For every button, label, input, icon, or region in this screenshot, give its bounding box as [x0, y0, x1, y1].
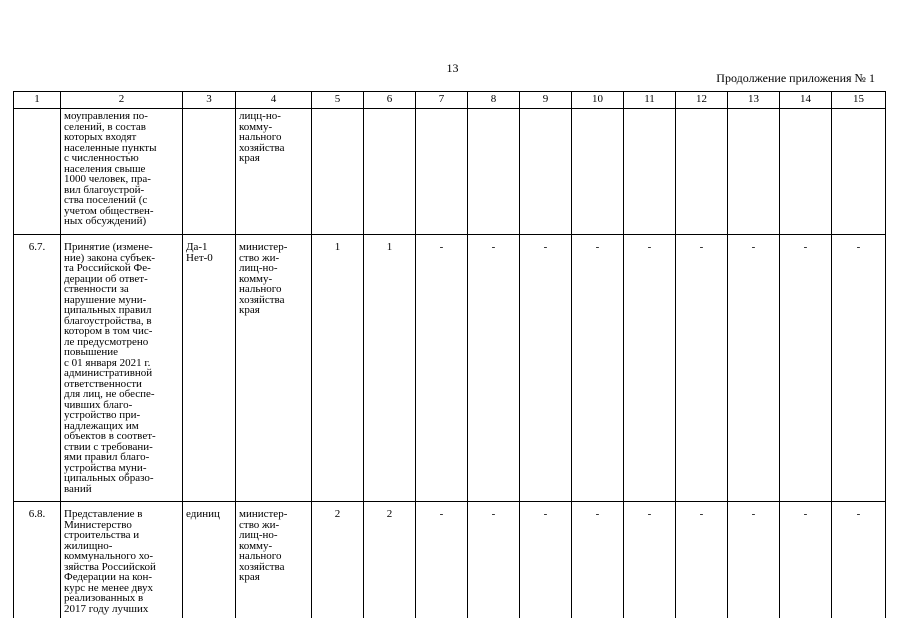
row-value: - — [416, 502, 468, 619]
table-row — [14, 502, 886, 619]
row-unit: единиц — [183, 502, 236, 619]
page-number: 13 — [446, 61, 459, 75]
row-value — [624, 109, 676, 235]
row-value: - — [728, 502, 780, 619]
row-responsible: лицц-но- комму- нального хозяйства края — [236, 109, 312, 235]
row-number: 6.8. — [14, 502, 61, 619]
row-value: 1 — [312, 235, 364, 502]
column-header: 14 — [780, 92, 832, 109]
row-value — [520, 109, 572, 235]
column-header: 12 — [676, 92, 728, 109]
row-value: - — [676, 502, 728, 619]
column-header: 13 — [728, 92, 780, 109]
column-header: 4 — [236, 92, 312, 109]
row-number: 6.7. — [14, 235, 61, 502]
row-value: - — [676, 235, 728, 502]
column-header: 7 — [416, 92, 468, 109]
header-row — [14, 92, 886, 109]
row-value: 1 — [364, 235, 416, 502]
column-header: 3 — [183, 92, 236, 109]
row-responsible: министер- ство жи- лищ-но- комму- нального хозяйства края — [236, 235, 312, 502]
row-value — [468, 109, 520, 235]
row-value: - — [572, 235, 624, 502]
row-name: Представление в Министерство строительства и жилищно- коммунального хо- зяйства Российской Федерации на кон- курс не менее двух реализованных в 2017 году лучших — [61, 502, 183, 619]
table-row — [14, 235, 886, 502]
row-value — [832, 109, 886, 235]
row-value — [728, 109, 780, 235]
row-number — [14, 109, 61, 235]
row-value — [780, 109, 832, 235]
column-header: 2 — [61, 92, 183, 109]
row-unit: Да-1 Нет-0 — [183, 235, 236, 502]
column-header: 5 — [312, 92, 364, 109]
column-header: 11 — [624, 92, 676, 109]
row-value: - — [416, 235, 468, 502]
row-value: - — [468, 502, 520, 619]
row-value — [572, 109, 624, 235]
row-value: 2 — [364, 502, 416, 619]
column-header: 15 — [832, 92, 886, 109]
row-value: - — [780, 502, 832, 619]
row-name: Принятие (измене- ние) закона субъек- та Российской Фе- дерации об ответ- ственности за нарушение муни- ципальных правил благоустройства, в котором в том чис- ле предусмотрено повышение с 01 января 2021 г. административной ответственности для лиц, не обеспе- чивших благо- устройство при- надлежащих им объектов в соответ- ствии с требовани- ями правил благо- устройства муни- ципальных образо- ваний — [61, 235, 183, 502]
column-header: 10 — [572, 92, 624, 109]
row-value: - — [468, 235, 520, 502]
continuation-note: Продолжение приложения № 1 — [716, 71, 875, 85]
row-value: - — [832, 502, 886, 619]
row-name: моуправления по- селений, в состав которых входят населенные пункты с численностью населения свыше 1000 человек, пра- вил благоустрой- ства поселений (с учетом обществен- ных обсуждений) — [61, 109, 183, 235]
column-header: 6 — [364, 92, 416, 109]
row-value: - — [728, 235, 780, 502]
row-value — [312, 109, 364, 235]
row-responsible: министер- ство жи- лищ-но- комму- нального хозяйства края — [236, 502, 312, 619]
column-header: 8 — [468, 92, 520, 109]
row-value: - — [832, 235, 886, 502]
column-header: 1 — [14, 92, 61, 109]
row-value: - — [780, 235, 832, 502]
row-unit — [183, 109, 236, 235]
row-value: - — [520, 502, 572, 619]
row-value — [416, 109, 468, 235]
row-value: - — [572, 502, 624, 619]
row-value: - — [624, 235, 676, 502]
row-value — [364, 109, 416, 235]
table-row — [14, 109, 886, 235]
indicators-table — [13, 91, 886, 618]
row-value: 2 — [312, 502, 364, 619]
row-value — [676, 109, 728, 235]
row-value: - — [624, 502, 676, 619]
column-header: 9 — [520, 92, 572, 109]
row-value: - — [520, 235, 572, 502]
